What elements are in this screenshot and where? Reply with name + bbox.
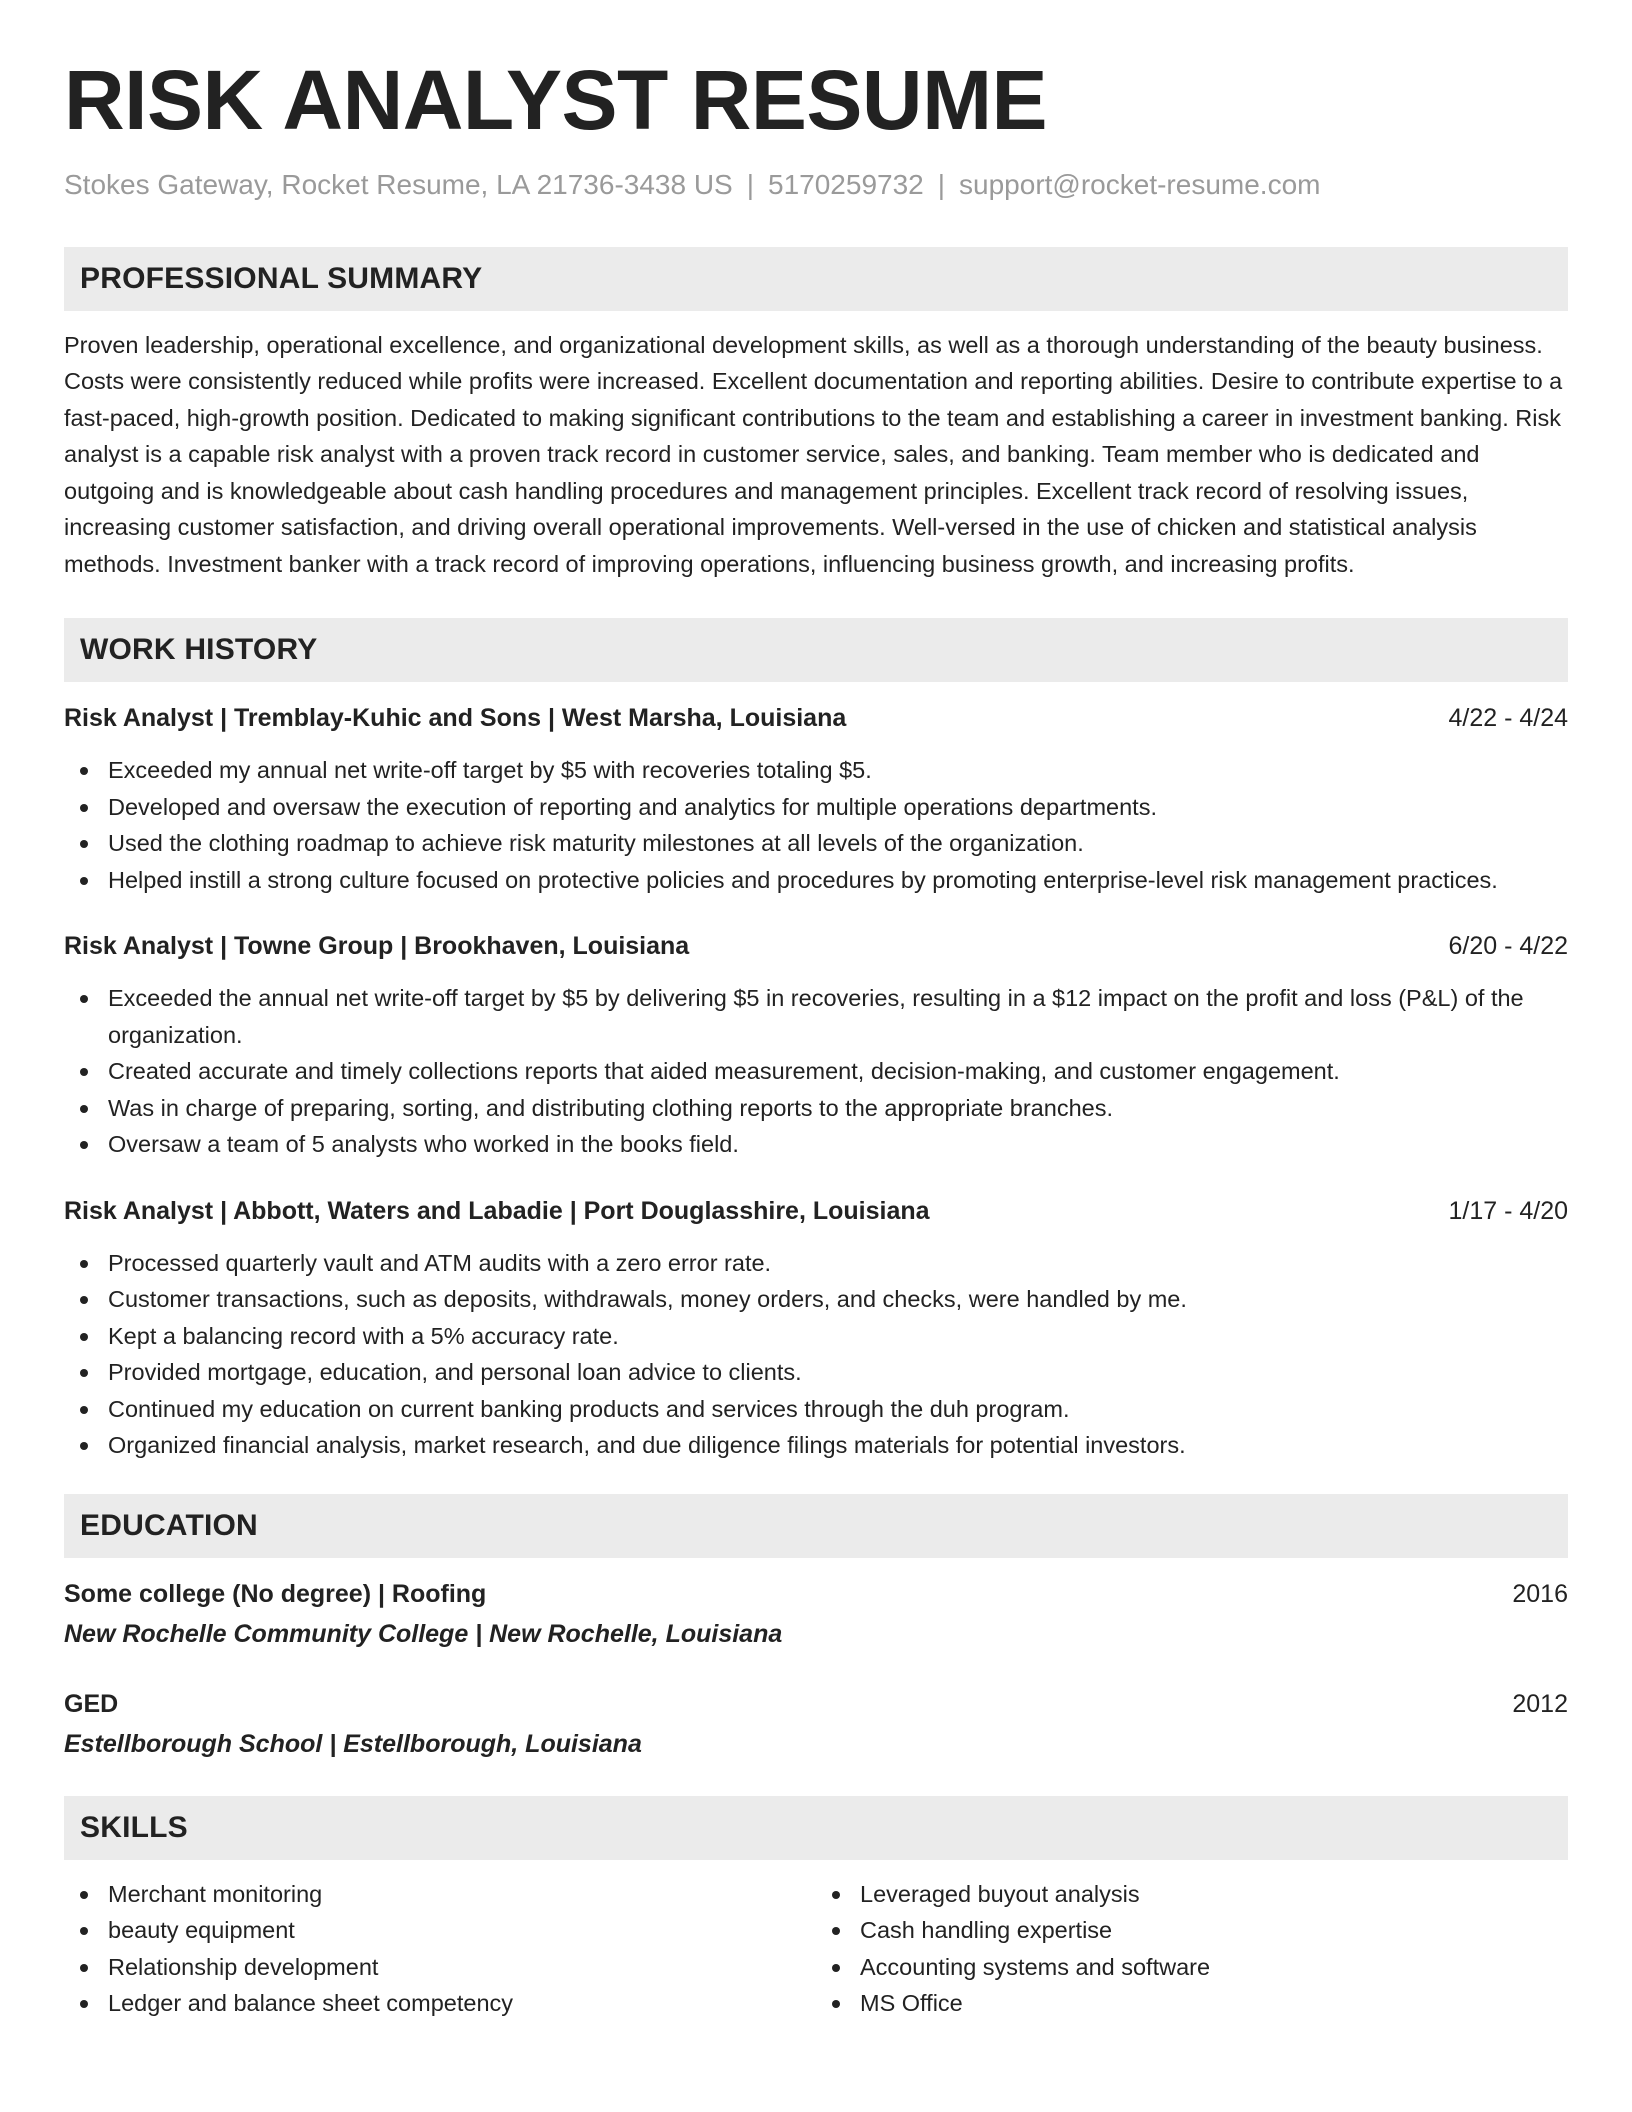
job-entry [64,1193,1568,1464]
job-dates: 4/22 - 4/24 [1448,704,1568,733]
contact-email: support@rocket-resume.com [959,168,1321,200]
section-header-work [64,618,1568,682]
skill-item: Relationship development [64,1949,816,1986]
skill-item: Cash handling expertise [816,1912,1568,1949]
education-entry [64,1686,1568,1762]
section-header-education [64,1494,1568,1558]
job-title: Risk Analyst | Abbott, Waters and Labadie | Port Douglasshire, Louisiana [64,1196,930,1225]
job-entry [64,928,1568,1163]
list-item: Customer transactions, such as deposits, withdrawals, money orders, and checks, were handled by me. [64,1281,1568,1318]
contact-address: Stokes Gateway, Rocket Resume, LA 21736-3438 US [64,168,733,200]
list-item: Exceeded the annual net write-off target by $5 by delivering $5 in recoveries, resulting in a $12 impact on the profit and loss (P&L) of the organization. [64,980,1568,1053]
job-dates: 1/17 - 4/20 [1448,1196,1568,1225]
job-bullets [64,1245,1568,1464]
job-dates: 6/20 - 4/22 [1448,932,1568,961]
education-year: 2016 [1512,1579,1568,1608]
skill-item: Ledger and balance sheet competency [64,1985,816,2022]
skills-column-right [816,1876,1568,2022]
job-entry [64,700,1568,898]
skills-column-left [64,1876,816,2022]
list-item: Used the clothing roadmap to achieve risk maturity milestones at all levels of the organization. [64,825,1568,862]
section-header-summary [64,247,1568,311]
degree-title: GED [64,1689,119,1718]
list-item: Provided mortgage, education, and personal loan advice to clients. [64,1354,1568,1391]
skill-item: beauty equipment [64,1912,816,1949]
job-header [64,928,1568,964]
list-item: Kept a balancing record with a 5% accuracy rate. [64,1318,1568,1355]
education-header [64,1686,1568,1722]
education-header [64,1576,1568,1612]
contact-separator: | [937,168,946,200]
job-title: Risk Analyst | Towne Group | Brookhaven, Louisiana [64,932,690,961]
resume-title: RISK ANALYST RESUME [64,53,1048,147]
degree-title: Some college (No degree) | Roofing [64,1579,487,1608]
contact-line [64,167,1568,203]
job-header [64,700,1568,736]
contact-separator: | [746,168,755,200]
list-item: Developed and oversaw the execution of reporting and analytics for multiple operations departments. [64,789,1568,826]
education-entry [64,1576,1568,1652]
skills-list [64,1876,1568,2022]
education-year: 2012 [1512,1689,1568,1718]
list-item: Exceeded my annual net write-off target by $5 with recoveries totaling $5. [64,752,1568,789]
list-item: Was in charge of preparing, sorting, and distributing clothing reports to the appropriate branches. [64,1090,1568,1127]
section-header-skills [64,1796,1568,1860]
list-item: Organized financial analysis, market research, and due diligence filings materials for potential investors. [64,1427,1568,1464]
job-header [64,1193,1568,1229]
contact-phone: 5170259732 [768,168,924,200]
school-name: New Rochelle Community College | New Rochelle, Louisiana [64,1619,783,1648]
job-title: Risk Analyst | Tremblay-Kuhic and Sons | West Marsha, Louisiana [64,704,847,733]
list-item: Helped instill a strong culture focused on protective policies and procedures by promoting enterprise-level risk management practices. [64,862,1568,899]
skill-item: Merchant monitoring [64,1876,816,1913]
list-item: Created accurate and timely collections reports that aided measurement, decision-making, and customer engagement. [64,1053,1568,1090]
list-item: Continued my education on current banking products and services through the duh program. [64,1391,1568,1428]
school-name: Estellborough School | Estellborough, Louisiana [64,1729,642,1758]
skill-item: Accounting systems and software [816,1949,1568,1986]
list-item: Processed quarterly vault and ATM audits with a zero error rate. [64,1245,1568,1282]
job-bullets [64,752,1568,898]
section-title: EDUCATION [80,1508,258,1542]
section-title: SKILLS [80,1810,188,1844]
section-title: WORK HISTORY [80,633,318,667]
skill-item: Leveraged buyout analysis [816,1876,1568,1913]
skill-item: MS Office [816,1985,1568,2022]
list-item: Oversaw a team of 5 analysts who worked in the books field. [64,1126,1568,1163]
section-title: PROFESSIONAL SUMMARY [80,261,483,295]
summary-text: Proven leadership, operational excellence, and organizational development skills, as well as a thorough understanding of the beauty business. Costs were consistently reduced while profits were increased. Excellent documentation and reporting abilities. Desire to contribute expertise to a fast-paced, high-growth position. Dedicated to making significant contributions to the team and establishing a career in investment banking. Risk analyst is a capable risk analyst with a proven track record in customer service, sales, and banking. Team member who is dedicated and outgoing and is knowledgeable about cash handling procedures and management principles. Excellent track record of resolving issues, increasing customer satisfaction, and driving overall operational improvements. Well-versed in the use of chicken and statistical analysis methods. Investment banker with a track record of improving operations, influencing business growth, and increasing profits. [64,331,1563,577]
job-bullets [64,980,1568,1163]
